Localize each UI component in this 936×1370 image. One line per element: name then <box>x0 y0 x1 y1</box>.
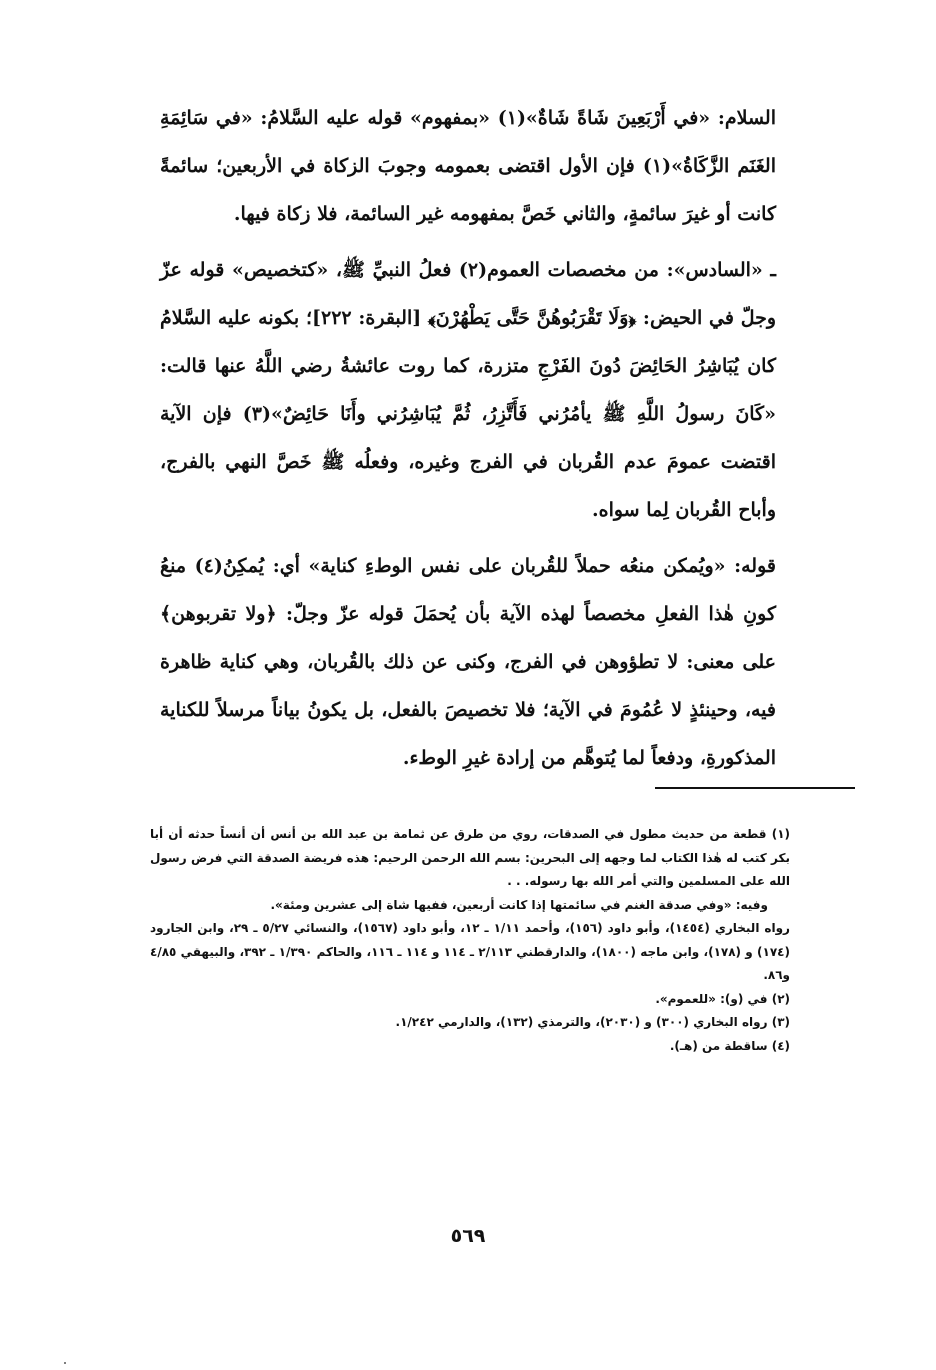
paragraph-zakat: السلام: «في أَرْبَعِينَ شَاةً شَاةٌ»(١) «بمفهوم» قوله عليه السَّلامُ: «في سَائِمَةِ الغَنَم الزَّكَاةُ»(١) فإن الأول اقتضى بعمومه وجوبَ الزكاة في الأربعين؛ سائمةً كانت أو غيرَ سائمةٍ، والثاني خَصَّ بمفهومه غير السائمة، فلا زكاة فيها. <box>160 107 776 225</box>
footnote-4: (٤) ساقطة من (هـ). <box>669 1038 790 1053</box>
footnote-1: (١) قطعة من حديث مطول في الصدقات، روي من طرق عن ثمامة بن عبد الله بن أنس أن أنساً حدثه أن أبا بكر كتب له هٰذا الكتاب لما وجهه إلى البحرين: بسم الله الرحمن الرحيم: هذه فريضة الصدقة التي فرض رسول الله على المسلمين والتي أمر الله بها رسوله. . . <box>150 827 790 888</box>
footnote-1-sources: رواه البخاري (١٤٥٤)، وأبو داود (١٥٦)، وأحمد ١/١١ ـ ١٢، وأبو داود (١٥٦٧)، والنسائي ٥/٢٧ ـ ٢٩، وابن الجارود (١٧٤) و (١٧٨)، وابن ماجه (١٨٠٠)، والدارقطني ٢/١١٣ ـ ١١٤ و ١١٤ ـ ١١٦، والحاكم ١/٣٩٠ ـ ٣٩٢، والبيهقي ٤/٨٥ و٨٦. <box>150 921 790 982</box>
footnote-divider <box>655 787 855 789</box>
page-number: ٥٦٩ <box>450 1225 486 1247</box>
footnote-1-quote: وفيه: «وفي صدقة الغنم في سائمتها إذا كانت أربعين، ففيها شاة إلى عشرين ومئة». <box>270 897 768 912</box>
scan-speck <box>64 1362 66 1364</box>
main-text <box>160 94 776 782</box>
paragraph-sixth-specifier: ـ «السادس»: من مخصصات العموم(٢) فعلُ النبيِّ ﷺ، «كتخصيص» قوله عزّ وجلّ في الحيض: ﴿وَلَا تَقْرَبُوهُنَّ حَتَّى يَطْهُرْنَ﴾ [البقرة: ٢٢٢]؛ بكونه عليه السَّلامُ كان يُبَاشِرُ الحَائِضَ دُونَ الفَرْجِ متزرة، كما روت عائشةُ رضي اللَّهُ عنها قالت: «كَانَ رسولُ اللَّهِ ﷺ يأمُرُني فَأَتَّزِرُ، ثُمَّ يُبَاشِرُني وأَنَا حَائِضٌ»(٣) فإن الآية اقتضت عمومَ عدم القُربان في الفرج وغيره، وفعلُه ﷺ خَصَّ النهي بالفرج، وأباح القُربان لِما سواه. <box>160 259 777 521</box>
footnotes <box>150 823 790 1058</box>
footnote-3: (٣) رواه البخاري (٣٠٠) و (٢٠٣٠)، والترمذي (١٣٢)، والدارمي ١/٢٤٢. <box>395 1015 790 1029</box>
paragraph-objection: قوله: «ويُمكن منعُه حملاً للقُربان على نفس الوطءِ كناية» أي: يُمكِنُ(٤) منعُ كونِ هٰذا الفعلِ مخصصاً لهذه الآية بأن يُحمَلَ قوله عزّ وجلّ: ﴿ولا تقربوهن﴾ على معنى: لا تطؤوهن في الفرج، وكنى عن ذلك بالقُربان، وهي كناية ظاهرة فيه، وحينئذٍ لا عُمُومَ في الآية؛ فلا تخصيصَ بالفعل، بل يكونُ بياناً مرسلاً للكناية المذكورةِ، ودفعاً لما يُتوهَّم من إرادة غيرِ الوطء. <box>160 555 776 769</box>
footnote-2: (٢) في (و): «للعموم». <box>655 991 790 1006</box>
